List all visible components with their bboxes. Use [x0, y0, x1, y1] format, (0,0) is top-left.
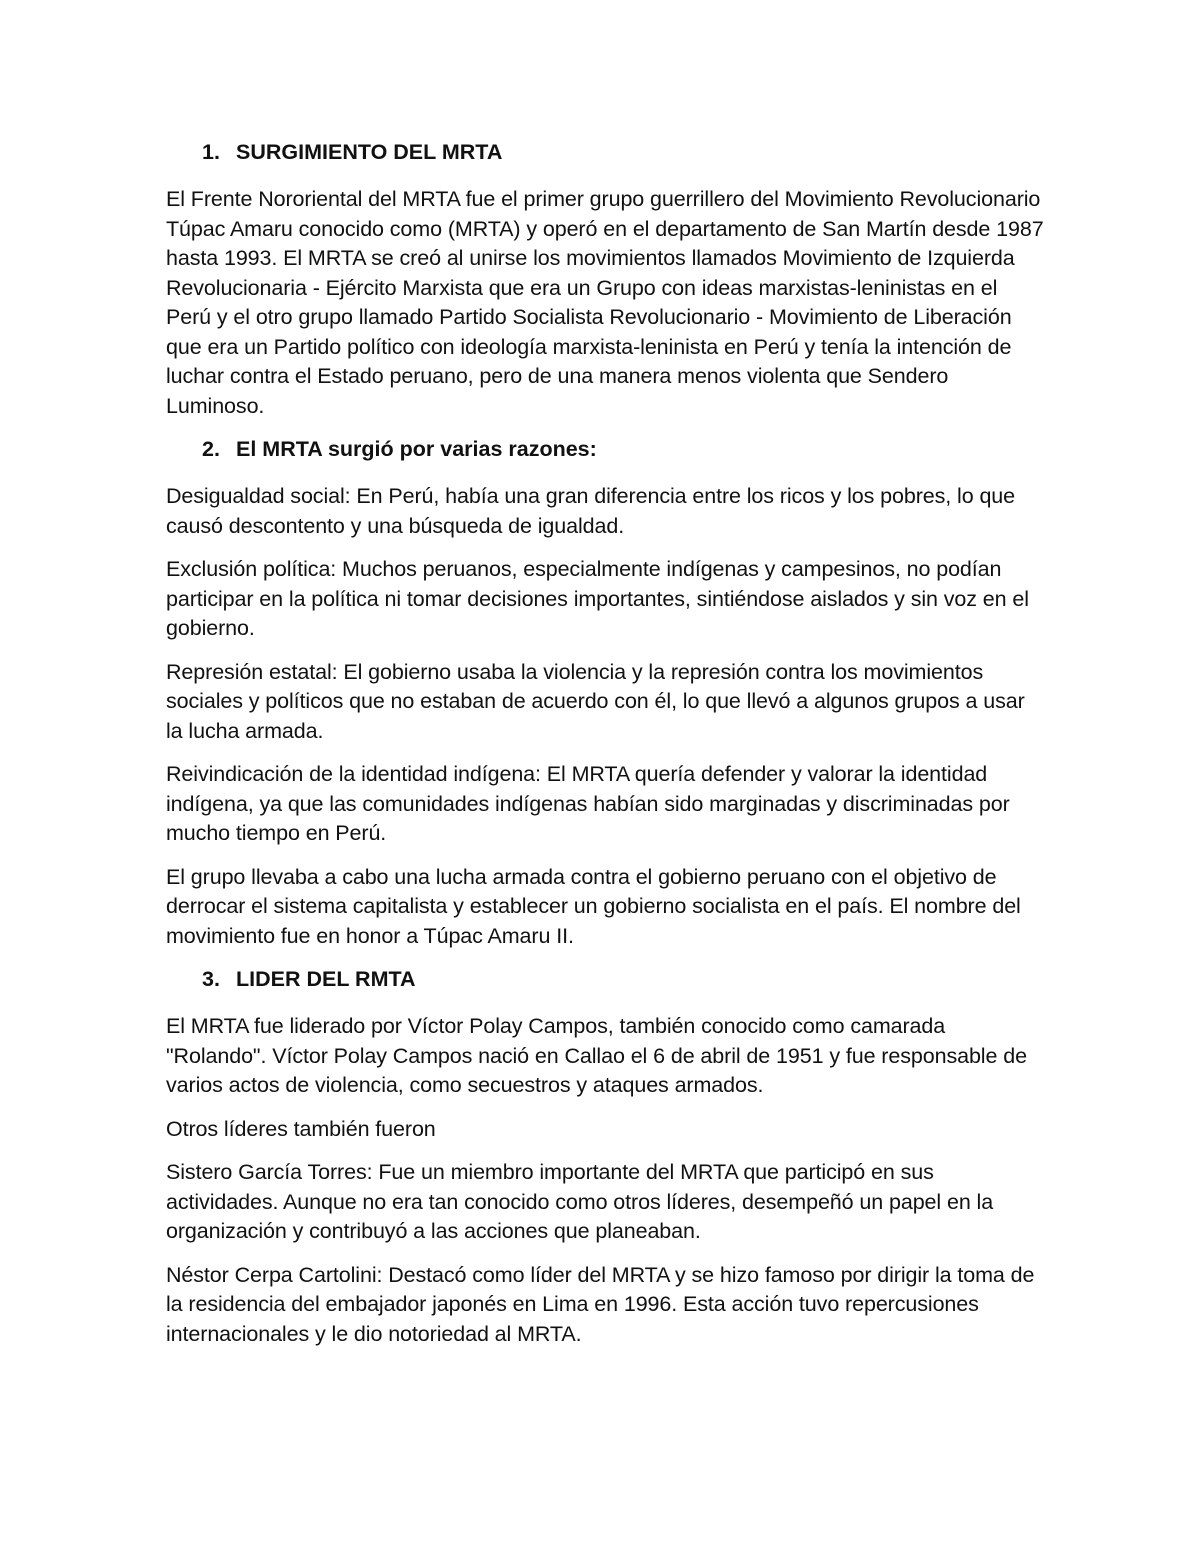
paragraph: Exclusión política: Muchos peruanos, especialmente indígenas y campesinos, no podían participar en la política ni tomar decisiones importantes, sintiéndose aislados y sin voz en el gobierno.	[166, 557, 1029, 640]
document-page	[166, 138, 1046, 1363]
section-number: 1.	[202, 140, 220, 164]
paragraph: Reivindicación de la identidad indígena: El MRTA quería defender y valorar la identidad indígena, ya que las comunidades indígenas habían sido marginadas y discriminadas por mucho tiempo en Perú.	[166, 762, 1010, 845]
paragraph: El MRTA fue liderado por Víctor Polay Campos, también conocido como camarada "Rolando". Víctor Polay Campos nació en Callao el 6 de abril de 1951 y fue responsable de varios actos de violencia, como secuestros y ataques armados.	[166, 1014, 1027, 1097]
section-number: 3.	[202, 967, 220, 991]
paragraph: El grupo llevaba a cabo una lucha armada contra el gobierno peruano con el objetivo de derrocar el sistema capitalista y establecer un gobierno socialista en el país. El nombre del movimiento fue en honor a Túpac Amaru II.	[166, 864, 1021, 948]
section-title: SURGIMIENTO DEL MRTA	[236, 140, 503, 164]
paragraph: Represión estatal: El gobierno usaba la violencia y la represión contra los movimientos sociales y políticos que no estaban de acuerdo con él, lo que llevó a algunos grupos a usar la lucha armada.	[166, 659, 1025, 743]
paragraph: Néstor Cerpa Cartolini: Destacó como líder del MRTA y se hizo famoso por dirigir la toma de la residencia del embajador japonés en Lima en 1996. Esta acción tuvo repercusiones internacionales y le dio notoriedad al MRTA.	[166, 1262, 1035, 1346]
section-number: 2.	[202, 437, 220, 461]
section-heading-3	[166, 965, 1046, 994]
paragraph: Sistero García Torres: Fue un miembro importante del MRTA que participó en sus actividades. Aunque no era tan conocido como otros líderes, desempeñó un papel en la organización y contribuyó a las acciones que planeaban.	[166, 1160, 994, 1243]
section-heading-1	[166, 138, 1046, 167]
section-heading-2	[166, 435, 1046, 464]
paragraph: Otros líderes también fueron	[166, 1116, 436, 1141]
paragraph: El Frente Nororiental del MRTA fue el primer grupo guerrillero del Movimiento Revolucionario Túpac Amaru conocido como (MRTA) y operó en el departamento de San Martín desde 1987 hasta 1993. El MRTA se creó al unirse los movimientos llamados Movimiento de Izquierda Revolucionaria - Ejército Marxista que era un Grupo con ideas marxistas-leninistas en el Perú y el otro grupo llamado Partido Socialista Revolucionario - Movimiento de Liberación que era un Partido político con ideología marxista-leninista en Perú y tenía la intención de luchar contra el Estado peruano, pero de una manera menos violenta que Sendero Luminoso.	[166, 187, 1044, 418]
section-title: El MRTA surgió por varias razones:	[236, 437, 597, 461]
paragraph: Desigualdad social: En Perú, había una gran diferencia entre los ricos y los pobres, lo que causó descontento y una búsqueda de igualdad.	[166, 484, 1016, 538]
section-title: LIDER DEL RMTA	[236, 967, 416, 991]
